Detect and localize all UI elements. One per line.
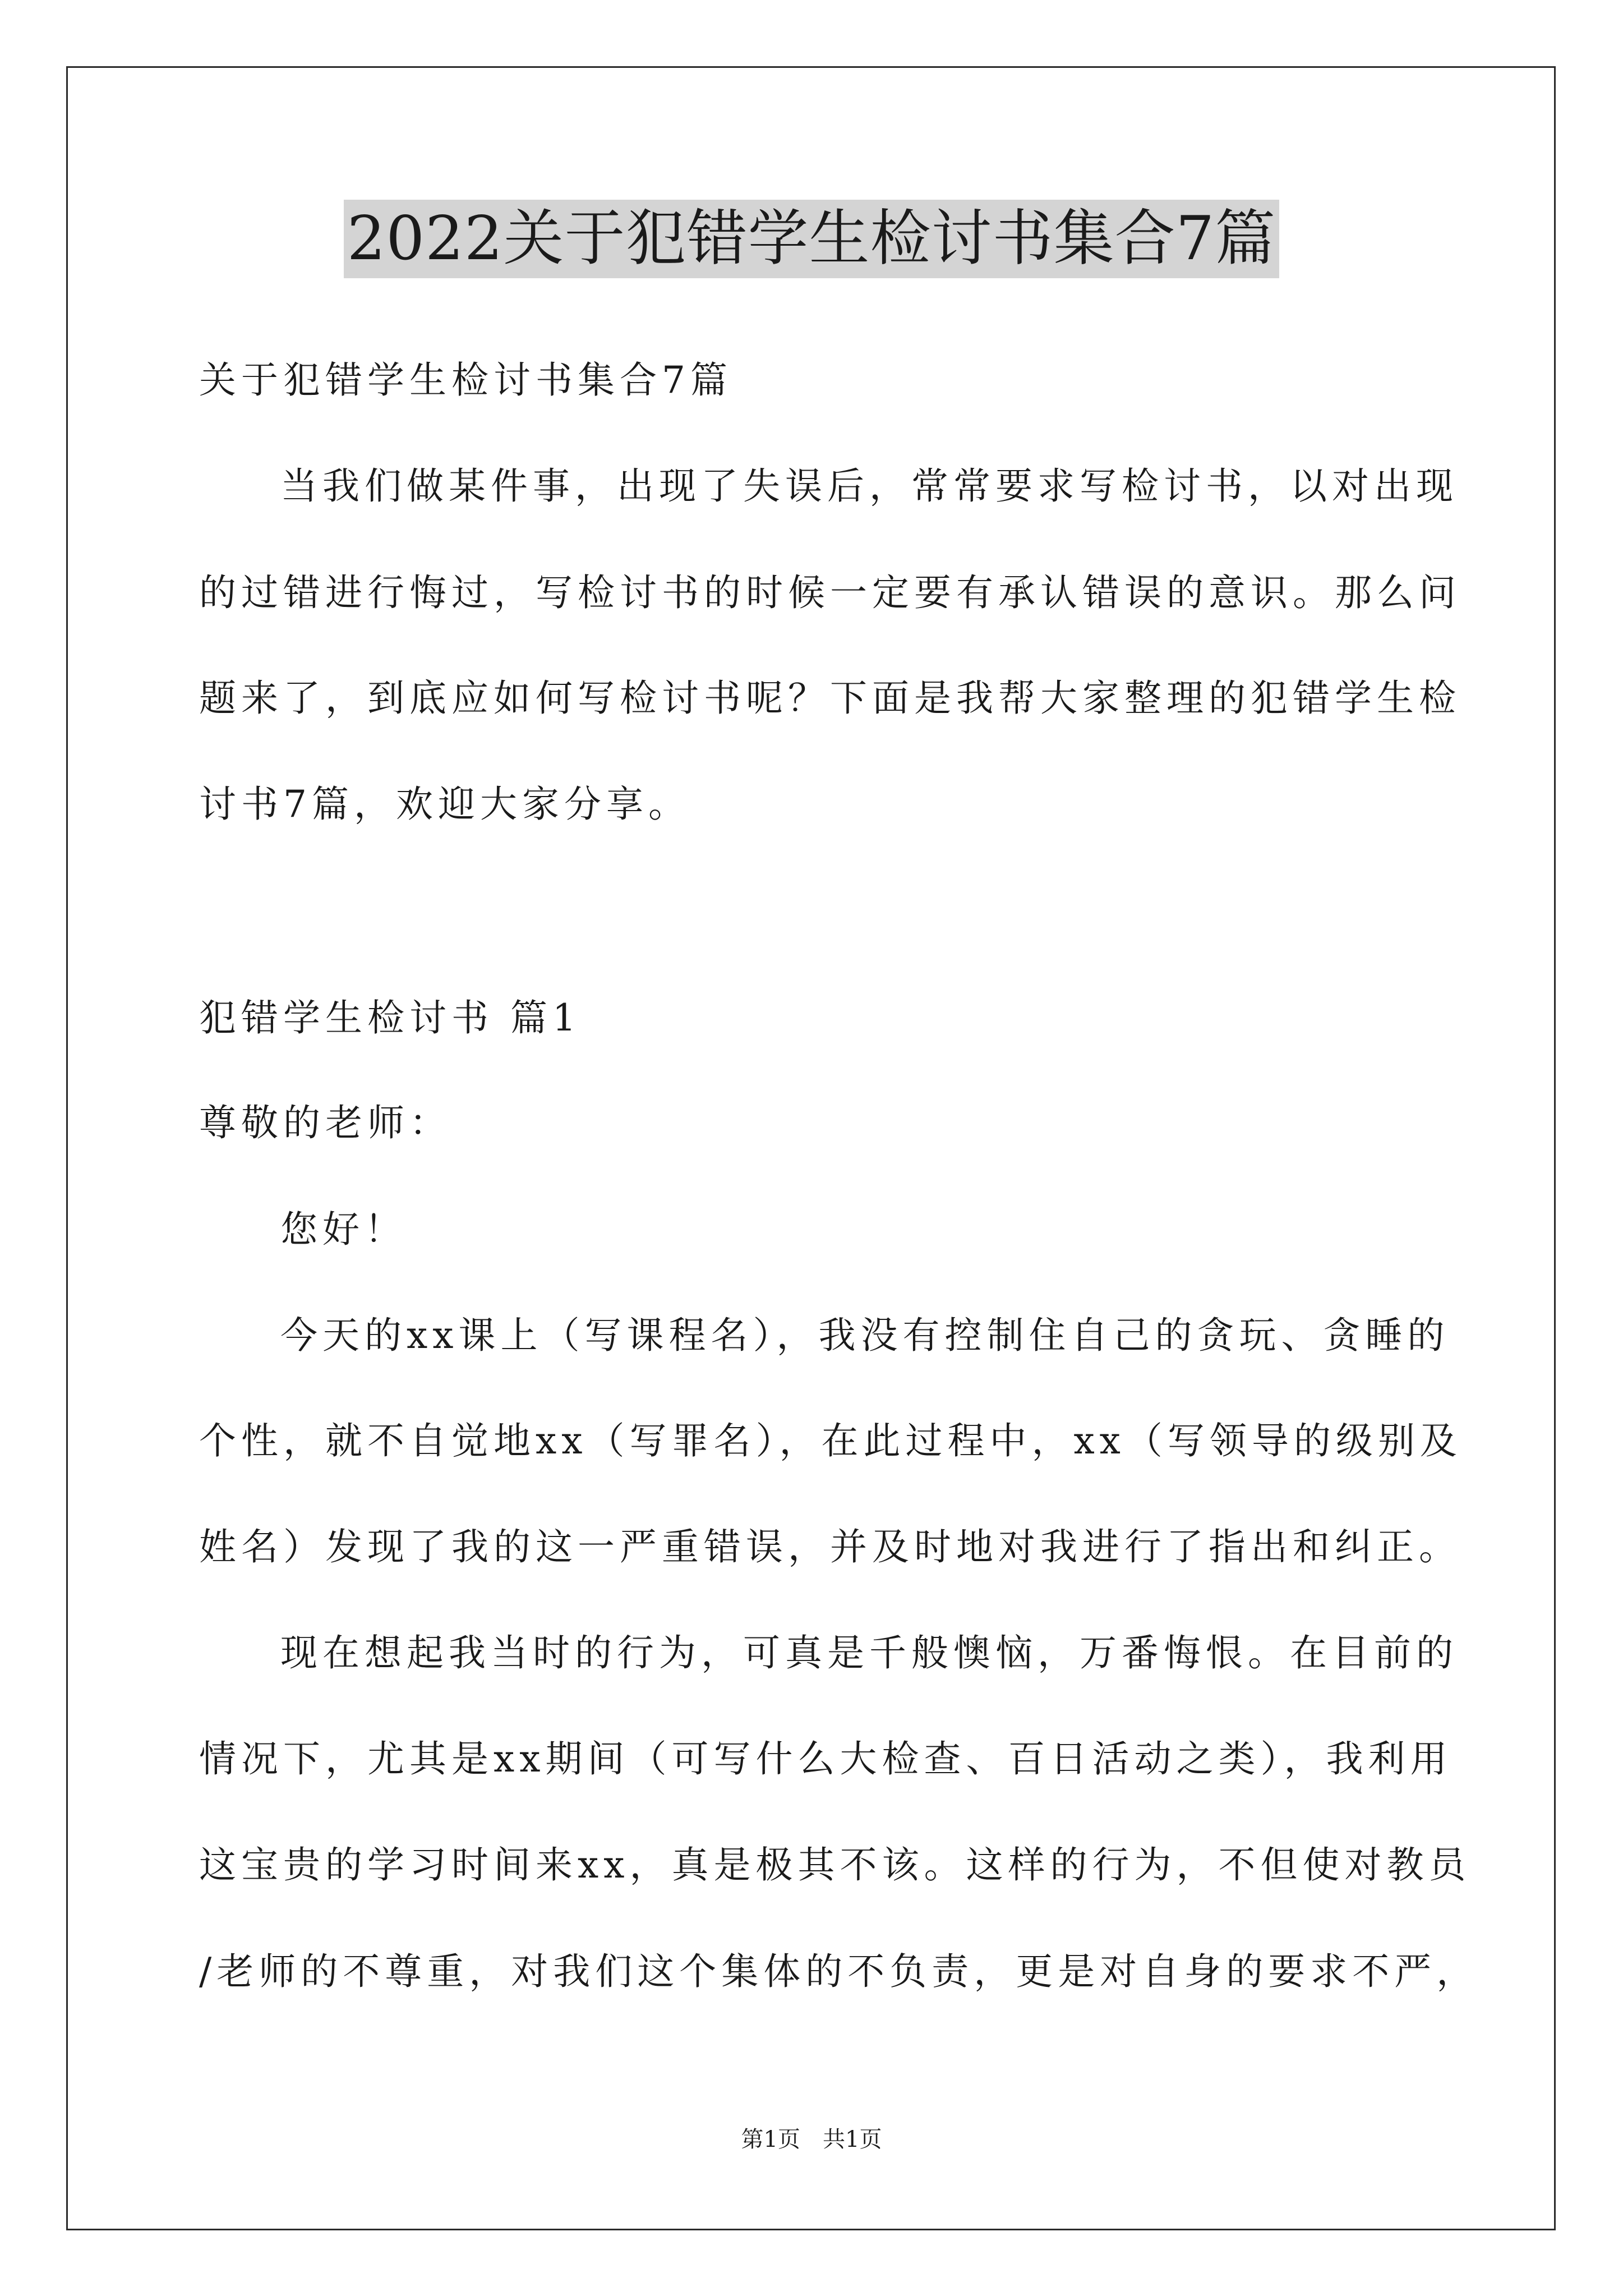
intro-line: 讨书7篇，欢迎大家分享。 <box>199 783 690 826</box>
document-subtitle: 关于犯错学生检讨书集合7篇 <box>199 358 732 402</box>
paragraph-line: 个性，就不自觉地xx（写罪名），在此过程中，xx（写领导的级别及 <box>199 1419 1462 1462</box>
paragraph-line: 姓名）发现了我的这一严重错误，并及时地对我进行了指出和纠正。 <box>199 1525 1461 1568</box>
paragraph-line: /老师的不尊重，对我们这个集体的不负责，更是对自身的要求不严， <box>199 1950 1479 1993</box>
paragraph-line: 情况下，尤其是xx期间（可写什么大检查、百日活动之类），我利用 <box>199 1737 1453 1780</box>
intro-line: 当我们做某件事，出现了失误后，常常要求写检讨书，以对出现 <box>280 464 1458 508</box>
document-title: 2022关于犯错学生检讨书集合7篇 <box>344 200 1280 278</box>
title-container <box>0 200 1623 278</box>
paragraph-line: 这宝贵的学习时间来xx，真是极其不该。这样的行为，不但使对教员 <box>199 1843 1471 1887</box>
intro-line: 题来了，到底应如何写检讨书呢？下面是我帮大家整理的犯错学生检 <box>199 677 1461 720</box>
intro-line: 的过错进行悔过，写检讨书的时候一定要有承认错误的意识。那么问 <box>199 571 1461 614</box>
section-heading: 犯错学生检讨书 篇1 <box>199 996 581 1039</box>
paragraph-line: 今天的xx课上（写课程名），我没有控制住自己的贪玩、贪睡的 <box>280 1314 1450 1357</box>
greeting: 您好！ <box>280 1208 407 1251</box>
page-number: 第1页 <box>741 2127 800 2152</box>
page-total: 共1页 <box>823 2127 882 2152</box>
salutation: 尊敬的老师： <box>199 1101 451 1144</box>
page-footer <box>0 2124 1623 2155</box>
paragraph-line: 现在想起我当时的行为，可真是千般懊恼，万番悔恨。在目前的 <box>280 1631 1458 1674</box>
